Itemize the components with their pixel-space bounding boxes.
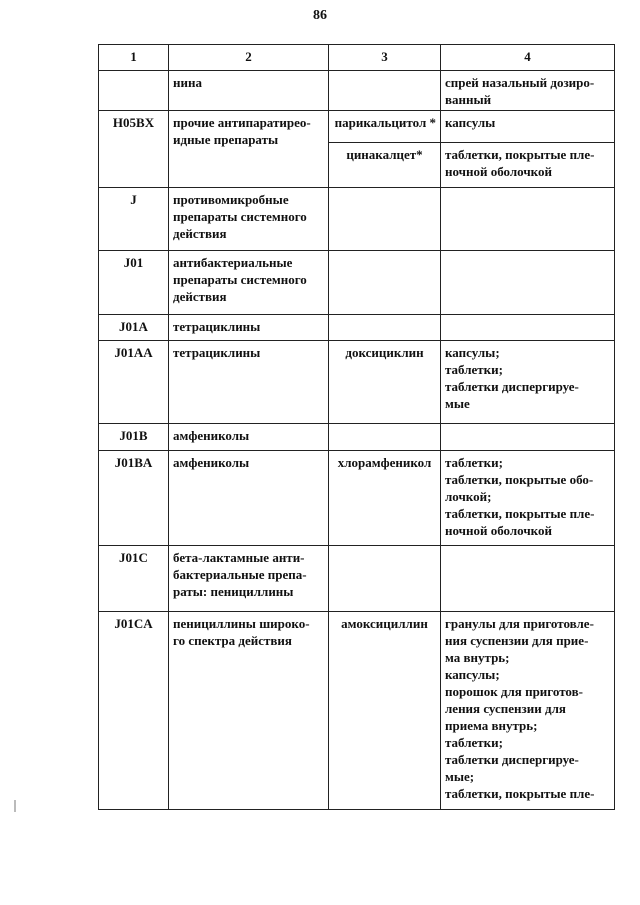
drug-cell — [329, 71, 441, 111]
drug-cell: амоксициллин — [329, 612, 441, 810]
table-row — [99, 188, 615, 251]
form-cell: таблетки, покрытые пле- ночной оболочкой — [441, 143, 615, 188]
form-cell: таблетки; таблетки, покрытые обо- лочкой; таблетки, покрытые пле- ночной оболочкой — [441, 451, 615, 546]
code-cell: J01A — [99, 315, 169, 341]
group-cell: амфениколы — [169, 451, 329, 546]
code-cell: J01C — [99, 546, 169, 612]
form-cell: капсулы — [441, 111, 615, 143]
drug-cell: цинакалцет* — [329, 143, 441, 188]
code-cell: J01CA — [99, 612, 169, 810]
form-cell — [441, 251, 615, 315]
group-cell: противомикробные препараты системного действия — [169, 188, 329, 251]
drug-cell — [329, 188, 441, 251]
form-cell — [441, 315, 615, 341]
header-row — [99, 45, 615, 71]
group-cell: прочие антипаратирео- идные препараты — [169, 111, 329, 188]
drug-table — [98, 44, 615, 810]
drug-cell — [329, 251, 441, 315]
group-cell: нина — [169, 71, 329, 111]
drug-cell — [329, 424, 441, 451]
form-cell: капсулы; таблетки; таблетки диспергируе- мые — [441, 341, 615, 424]
group-cell: пенициллины широко- го спектра действия — [169, 612, 329, 810]
drug-cell: парикальцитол * — [329, 111, 441, 143]
drug-cell: хлорамфеникол — [329, 451, 441, 546]
code-cell: J01 — [99, 251, 169, 315]
column-header: 2 — [169, 45, 329, 71]
table-row — [99, 424, 615, 451]
drug-cell: доксициклин — [329, 341, 441, 424]
table-row — [99, 546, 615, 612]
table-row — [99, 251, 615, 315]
margin-mark — [14, 800, 16, 812]
drug-cell — [329, 315, 441, 341]
table-row — [99, 315, 615, 341]
table-row — [99, 71, 615, 111]
code-cell: J01AA — [99, 341, 169, 424]
column-header: 4 — [441, 45, 615, 71]
table-row — [99, 341, 615, 424]
form-cell — [441, 188, 615, 251]
code-cell: J01B — [99, 424, 169, 451]
group-cell: амфениколы — [169, 424, 329, 451]
page-number: 86 — [313, 8, 327, 23]
group-cell: бета-лактамные анти- бактериальные препа- раты: пенициллины — [169, 546, 329, 612]
group-cell: тетрациклины — [169, 315, 329, 341]
form-cell — [441, 546, 615, 612]
code-cell: H05BX — [99, 111, 169, 188]
column-header: 1 — [99, 45, 169, 71]
drug-cell — [329, 546, 441, 612]
table-row — [99, 612, 615, 810]
column-header: 3 — [329, 45, 441, 71]
form-cell: спрей назальный дозиро- ванный — [441, 71, 615, 111]
code-cell: J — [99, 188, 169, 251]
group-cell: тетрациклины — [169, 341, 329, 424]
table-row — [99, 451, 615, 546]
code-cell — [99, 71, 169, 111]
form-cell — [441, 424, 615, 451]
code-cell: J01BA — [99, 451, 169, 546]
group-cell: антибактериальные препараты системного действия — [169, 251, 329, 315]
table-row — [99, 111, 615, 143]
form-cell: гранулы для приготовле- ния суспензии для прие- ма внутрь; капсулы; порошок для приготов- ления суспензии для приема внутрь; таблетки; таблетки диспергируе- мые; таблетки, покрытые пле- — [441, 612, 615, 810]
